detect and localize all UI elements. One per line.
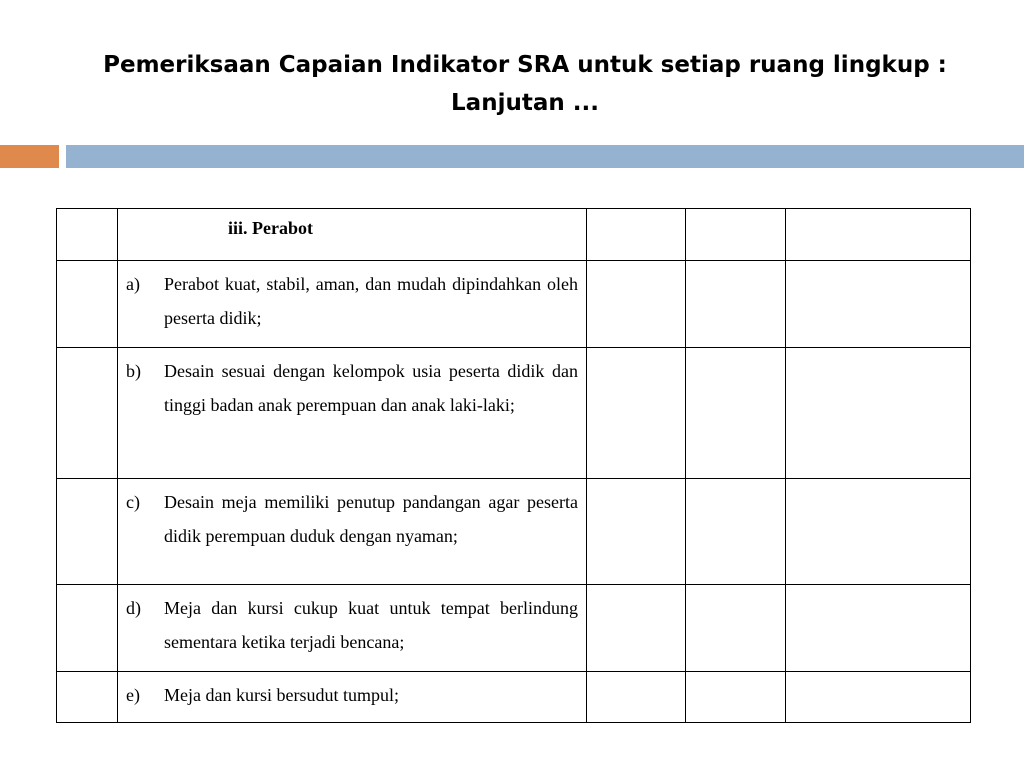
indicator-cell	[118, 585, 587, 672]
indicator-cell	[118, 209, 587, 261]
check-cell[interactable]	[686, 261, 786, 348]
check-cell[interactable]	[587, 261, 686, 348]
note-cell[interactable]	[786, 479, 971, 585]
check-cell[interactable]	[587, 348, 686, 479]
accent-bar-orange	[0, 145, 59, 168]
slide-title: Pemeriksaan Capaian Indikator SRA untuk setiap ruang lingkup : Lanjutan ...	[103, 52, 947, 116]
check-cell[interactable]	[686, 348, 786, 479]
item-text: Desain sesuai dengan kelompok usia peserta didik dan tinggi badan anak perempuan dan anak laki-laki;	[164, 361, 578, 415]
check-cell[interactable]	[587, 672, 686, 723]
list-item	[118, 479, 586, 553]
table-row	[57, 672, 971, 723]
check-cell[interactable]	[686, 585, 786, 672]
check-cell[interactable]	[686, 672, 786, 723]
number-cell	[57, 348, 118, 479]
item-marker: e)	[126, 685, 140, 705]
number-cell	[57, 672, 118, 723]
indicator-cell	[118, 672, 587, 723]
table-row	[57, 348, 971, 479]
table-row	[57, 209, 971, 261]
item-marker: d)	[126, 598, 141, 618]
table-row	[57, 479, 971, 585]
item-marker: c)	[126, 492, 140, 512]
check-cell[interactable]	[587, 209, 686, 261]
table-row	[57, 261, 971, 348]
list-item	[118, 672, 586, 712]
indicator-table	[56, 208, 971, 723]
list-item	[118, 261, 586, 335]
number-cell	[57, 479, 118, 585]
number-cell	[57, 585, 118, 672]
list-item	[118, 348, 586, 422]
note-cell[interactable]	[786, 261, 971, 348]
indicator-cell	[118, 479, 587, 585]
note-cell[interactable]	[786, 672, 971, 723]
section-title: iii. Perabot	[228, 218, 313, 238]
check-cell[interactable]	[686, 479, 786, 585]
item-text: Perabot kuat, stabil, aman, dan mudah dipindahkan oleh peserta didik;	[164, 274, 578, 328]
note-cell[interactable]	[786, 585, 971, 672]
number-cell	[57, 209, 118, 261]
note-cell[interactable]	[786, 209, 971, 261]
item-text: Meja dan kursi bersudut tumpul;	[164, 685, 399, 705]
indicator-cell	[118, 261, 587, 348]
item-marker: b)	[126, 361, 141, 381]
item-text: Desain meja memiliki penutup pandangan agar peserta didik perempuan duduk dengan nyaman;	[164, 492, 578, 546]
check-cell[interactable]	[587, 585, 686, 672]
list-item	[118, 585, 586, 659]
note-cell[interactable]	[786, 348, 971, 479]
accent-bar-blue	[66, 145, 1024, 168]
indicator-cell	[118, 348, 587, 479]
check-cell[interactable]	[686, 209, 786, 261]
table-row	[57, 585, 971, 672]
item-text: Meja dan kursi cukup kuat untuk tempat berlindung sementara ketika terjadi bencana;	[164, 598, 578, 652]
number-cell	[57, 261, 118, 348]
item-marker: a)	[126, 274, 140, 294]
check-cell[interactable]	[587, 479, 686, 585]
